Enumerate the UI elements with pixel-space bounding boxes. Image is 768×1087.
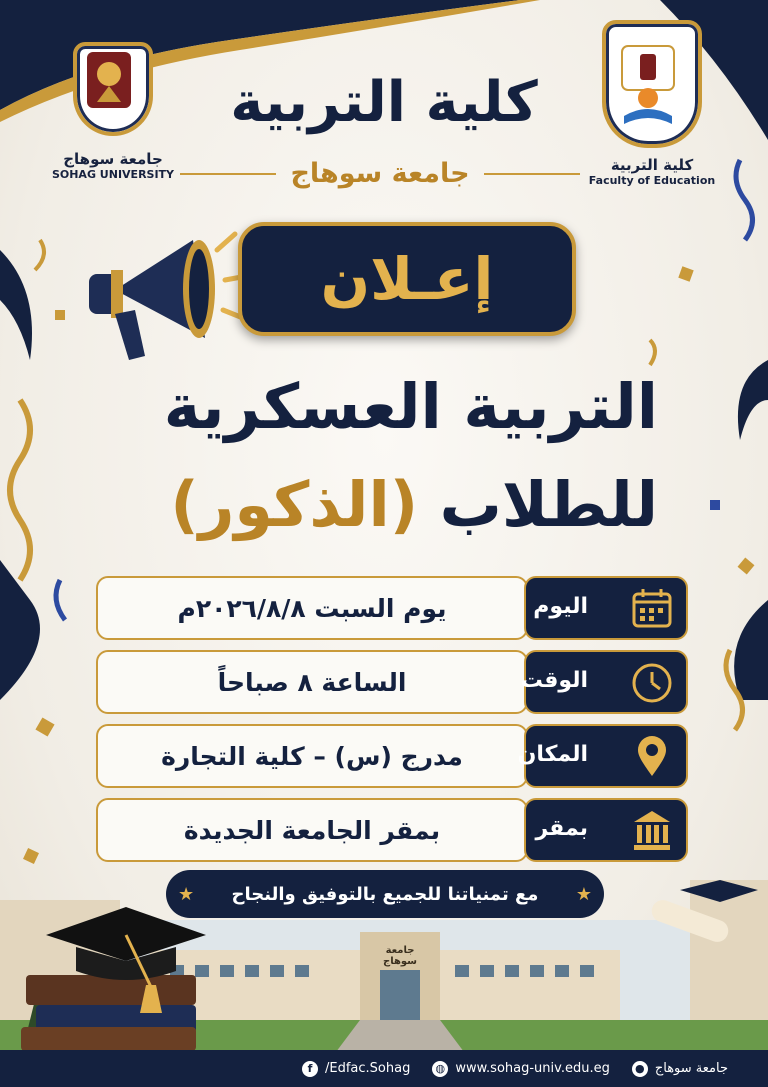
announcement-label: إعـلان [320, 245, 494, 313]
left-logo-name-ar: جامعة سوهاج [63, 150, 163, 168]
calendar-icon [628, 584, 676, 632]
star-icon-right: ★ [575, 883, 592, 905]
detail-label-time: الوقت [520, 668, 588, 693]
detail-label-box-day [524, 576, 688, 640]
location-pin-icon: ● [632, 1061, 648, 1077]
detail-value-day: يوم السبت ٢٠٢٦/٨/٨م [96, 576, 528, 640]
globe-icon: ◍ [432, 1061, 448, 1077]
headline-line2-prefix: للطلاب [439, 468, 658, 541]
detail-row-venue [96, 798, 688, 862]
right-logo-name-en: Faculty of Education [588, 174, 716, 187]
detail-label-box-place [517, 724, 688, 788]
wishes-banner [166, 870, 604, 918]
building-icon [628, 806, 676, 854]
detail-label-box-venue [524, 798, 688, 862]
college-title: كلية التربية [230, 70, 538, 135]
footer-location [632, 1061, 728, 1077]
detail-value-time: الساعة ٨ صباحاً [96, 650, 528, 714]
subtitle-divider-right [484, 173, 580, 175]
detail-row-place [96, 724, 688, 788]
headline-line1: التربية العسكرية [163, 370, 658, 443]
clock-icon [628, 658, 676, 706]
star-icon-left: ★ [178, 883, 195, 905]
university-subtitle: جامعة سوهاج [290, 158, 470, 189]
footer-facebook-text: /Edfac.Sohag [325, 1061, 411, 1076]
megaphone-icon [75, 210, 250, 370]
graduation-cap-books-icon [16, 905, 216, 1055]
wishes-text: مع تمنياتنا للجميع بالتوفيق والنجاح [231, 883, 539, 905]
location-pin-icon [628, 732, 676, 780]
facebook-icon: f [302, 1061, 318, 1077]
right-logo-name-ar: كلية التربية [610, 156, 694, 174]
footer-website[interactable] [432, 1061, 610, 1077]
detail-label-place: المكان [517, 742, 588, 767]
left-logo-name-en: SOHAG UNIVERSITY [51, 168, 175, 181]
headline-line2 [170, 468, 658, 541]
diploma-icon [640, 880, 760, 970]
university-subtitle-row [180, 158, 580, 189]
footer-website-text: www.sohag-univ.edu.eg [455, 1061, 610, 1076]
announcement-badge [238, 222, 576, 336]
footer-location-text: جامعة سوهاج [654, 1061, 728, 1076]
detail-label-box-time [520, 650, 688, 714]
detail-value-venue: بمقر الجامعة الجديدة [96, 798, 528, 862]
subtitle-divider-left [180, 173, 276, 175]
detail-row-time [96, 650, 688, 714]
footer-facebook[interactable] [302, 1061, 410, 1077]
headline-line2-highlight: (الذكور) [170, 468, 419, 541]
detail-value-place: مدرج (س) – كلية التجارة [96, 724, 528, 788]
detail-row-day [96, 576, 688, 640]
detail-label-day: اليوم [533, 594, 588, 619]
campus-sign: جامعة سوهاج [383, 945, 417, 967]
detail-label-venue: بمقر [535, 816, 588, 841]
footer-bar [0, 1050, 768, 1087]
